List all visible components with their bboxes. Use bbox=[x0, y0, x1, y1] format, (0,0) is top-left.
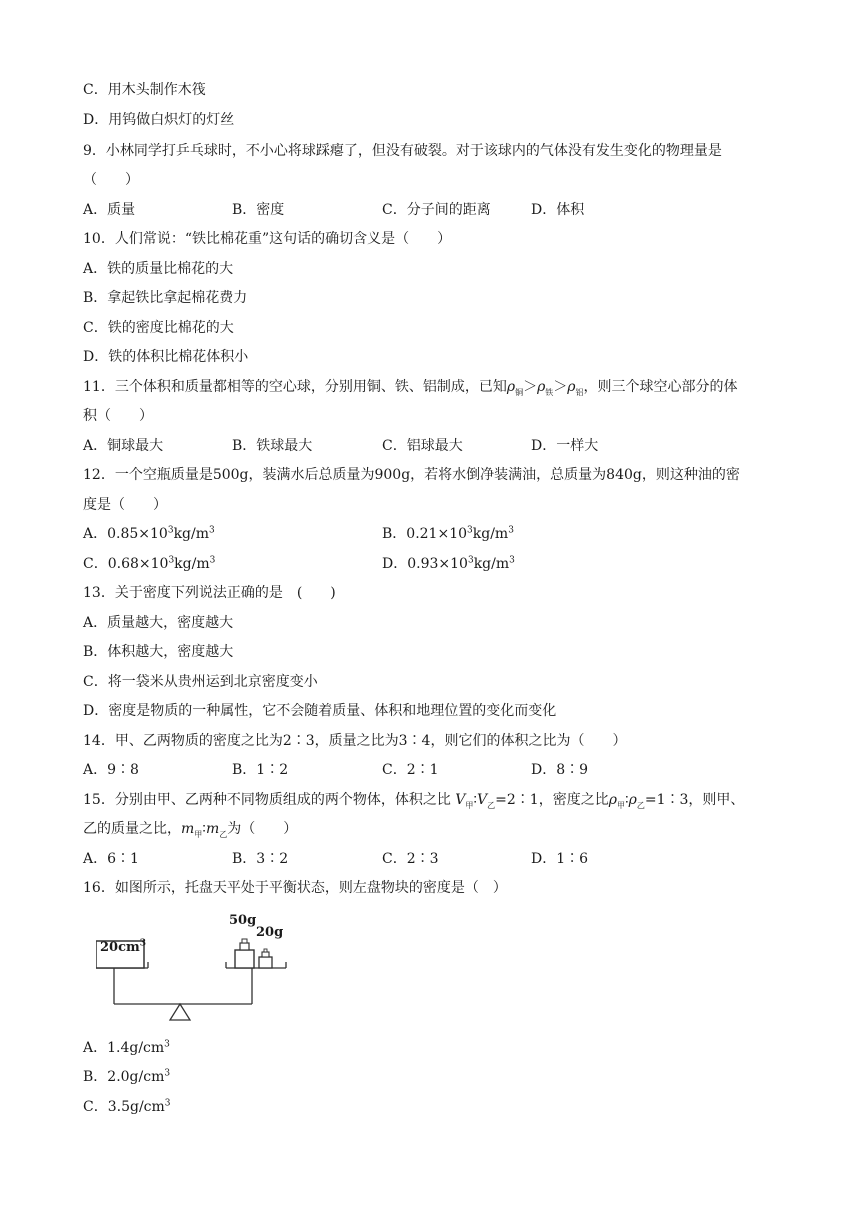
block-label bbox=[100, 940, 146, 956]
sub-yi: 乙 bbox=[636, 800, 645, 810]
opt-unit-exp: 3 bbox=[509, 555, 515, 566]
q15-option-a: A．6∶1 bbox=[83, 851, 139, 867]
opt-exp: 3 bbox=[467, 525, 473, 536]
gt-sign: ＞ bbox=[523, 379, 538, 395]
q11-option-d: D．一样大 bbox=[531, 438, 599, 454]
weight-50g bbox=[235, 950, 254, 968]
q11-pre: 11．三个体积和质量都相等的空心球，分别用铜、铁、铝制成，已知 bbox=[83, 379, 507, 395]
q16-option-b bbox=[83, 1067, 170, 1087]
m-symbol: m bbox=[181, 821, 195, 837]
sub-jia: 甲 bbox=[194, 829, 203, 839]
opt-exp: 3 bbox=[164, 1068, 171, 1079]
q11-option-c: C．铝球最大 bbox=[382, 438, 463, 454]
opt-exp: 3 bbox=[168, 555, 175, 566]
q14-option-c: C．2∶1 bbox=[382, 762, 439, 778]
q9-option-d: D．体积 bbox=[531, 202, 585, 218]
opt-label: A．0.85×10 bbox=[83, 526, 168, 542]
q9-option-c: C．分子间的距离 bbox=[382, 202, 491, 218]
opt-label: C．3.5g/cm bbox=[83, 1099, 165, 1115]
v-symbol: V bbox=[477, 792, 488, 808]
opt-label: B．0.21×10 bbox=[382, 526, 468, 542]
q12-option-b bbox=[382, 524, 514, 544]
q10-option-c: C．铁的密度比棉花的大 bbox=[83, 320, 234, 336]
question-15-text bbox=[83, 790, 744, 810]
q15-option-c: C．2∶3 bbox=[382, 851, 439, 867]
q11-option-b: B．铁球最大 bbox=[232, 438, 313, 454]
q12-option-a bbox=[83, 524, 215, 544]
v-symbol: V bbox=[455, 792, 466, 808]
q11-option-a: A．铜球最大 bbox=[83, 438, 164, 454]
opt-exp: 3 bbox=[467, 555, 474, 566]
q12-option-d bbox=[382, 554, 515, 574]
option-c-prev: C．用木头制作木筏 bbox=[83, 82, 206, 98]
question-11-text bbox=[83, 377, 738, 397]
colon: ∶ bbox=[473, 792, 478, 808]
question-9-text: 9．小林同学打乒乓球时，不小心将球踩瘪了，但没有破裂。对于该球内的气体没有发生变化的物理量是 bbox=[83, 143, 722, 159]
weight-20g bbox=[259, 957, 272, 968]
rho-symbol: ρ bbox=[567, 379, 576, 395]
rho-symbol: ρ bbox=[506, 379, 516, 395]
sub-iron: 铁 bbox=[545, 387, 554, 397]
question-15-cont bbox=[83, 819, 297, 839]
opt-label: D．0.93×10 bbox=[382, 556, 468, 572]
q11-post: ，则三个球空心部分的体 bbox=[583, 379, 738, 395]
q13-option-a: A．质量越大，密度越大 bbox=[83, 615, 234, 631]
question-13-text: 13．关于密度下列说法正确的是 ( ) bbox=[83, 585, 336, 601]
question-14-text: 14．甲、乙两物质的密度之比为2∶3，质量之比为3∶4，则它们的体积之比为（ ） bbox=[83, 733, 627, 749]
question-10-text: 10．人们常说：“铁比棉花重”这句话的确切含义是（ ） bbox=[83, 231, 452, 247]
opt-unit-exp: 3 bbox=[209, 555, 216, 566]
rho-symbol: ρ bbox=[608, 792, 617, 808]
q13-option-b: B．体积越大，密度越大 bbox=[83, 644, 234, 660]
sub-copper: 铜 bbox=[515, 387, 524, 397]
question-9-paren: （ ） bbox=[83, 172, 139, 188]
sub-yi: 乙 bbox=[219, 829, 228, 839]
sub-aluminum: 铝 bbox=[575, 387, 584, 397]
q14-option-b: B．1∶2 bbox=[232, 762, 289, 778]
opt-unit: kg/m bbox=[472, 526, 509, 542]
opt-label: C．0.68×10 bbox=[83, 556, 169, 572]
opt-exp: 3 bbox=[164, 1098, 171, 1109]
opt-unit: kg/m bbox=[173, 526, 209, 542]
q10-option-a: A．铁的质量比棉花的大 bbox=[83, 261, 234, 277]
question-12-text: 12．一个空瓶质量是500g，装满水后总质量为900g，若将水倒净装满油，总质量为840g，则这种油的密 bbox=[83, 467, 740, 483]
q16-option-c bbox=[83, 1097, 171, 1117]
colon: ∶ bbox=[624, 792, 629, 808]
opt-unit-exp: 3 bbox=[209, 525, 215, 536]
q13-option-d: D．密度是物质的一种属性，它不会随着质量、体积和地理位置的变化而变化 bbox=[83, 703, 557, 719]
q15-line2a: 乙的质量之比， bbox=[83, 821, 181, 837]
q14-option-a: A．9∶8 bbox=[83, 762, 139, 778]
weight-20g-label: 20g bbox=[256, 925, 284, 940]
option-d-prev: D．用钨做白炽灯的灯丝 bbox=[83, 112, 235, 128]
q12-option-c bbox=[83, 554, 215, 574]
q9-option-a: A．质量 bbox=[83, 202, 136, 218]
weight-50g-label: 50g bbox=[229, 913, 257, 928]
q14-option-d: D．8∶9 bbox=[531, 762, 589, 778]
opt-label: B．2.0g/cm bbox=[83, 1069, 165, 1085]
question-12-cont: 度是（ ） bbox=[83, 497, 167, 513]
q10-option-d: D．铁的体积比棉花体积小 bbox=[83, 349, 249, 365]
q9-option-b: B．密度 bbox=[232, 202, 285, 218]
colon: ∶ bbox=[202, 821, 206, 837]
opt-unit: kg/m bbox=[174, 556, 210, 572]
rho-symbol: ρ bbox=[537, 379, 546, 395]
q15-option-d: D．1∶6 bbox=[531, 851, 589, 867]
opt-unit: kg/m bbox=[473, 556, 510, 572]
q13-option-c: C．将一袋米从贵州运到北京密度变小 bbox=[83, 674, 318, 690]
question-11-cont: 积（ ） bbox=[83, 408, 153, 424]
sub-jia: 甲 bbox=[465, 800, 474, 810]
block-label-exp: 3 bbox=[139, 938, 147, 949]
opt-exp: 3 bbox=[167, 525, 174, 536]
opt-unit-exp: 3 bbox=[508, 525, 514, 536]
q15-option-b: B．3∶2 bbox=[232, 851, 289, 867]
q15-line2b: 为（ ） bbox=[227, 821, 298, 837]
rho-symbol: ρ bbox=[628, 792, 637, 808]
sub-yi: 乙 bbox=[487, 800, 496, 810]
block-label-text: 20cm bbox=[100, 940, 140, 955]
opt-label: A．1.4g/cm bbox=[83, 1040, 165, 1056]
question-16-text: 16．如图所示，托盘天平处于平衡状态，则左盘物块的密度是（ ） bbox=[83, 880, 507, 896]
sub-jia: 甲 bbox=[616, 800, 625, 810]
q15-c: =1∶3，则甲、 bbox=[644, 792, 745, 808]
opt-exp: 3 bbox=[164, 1039, 170, 1050]
q10-option-b: B．拿起铁比拿起棉花费力 bbox=[83, 290, 248, 306]
m-symbol: m bbox=[205, 821, 220, 837]
q15-a: 15．分别由甲、乙两种不同物质组成的两个物体，体积之比 bbox=[83, 792, 456, 808]
q16-option-a bbox=[83, 1038, 170, 1058]
gt-sign: ＞ bbox=[553, 379, 568, 395]
q15-b: =2∶1，密度之比 bbox=[495, 792, 609, 808]
